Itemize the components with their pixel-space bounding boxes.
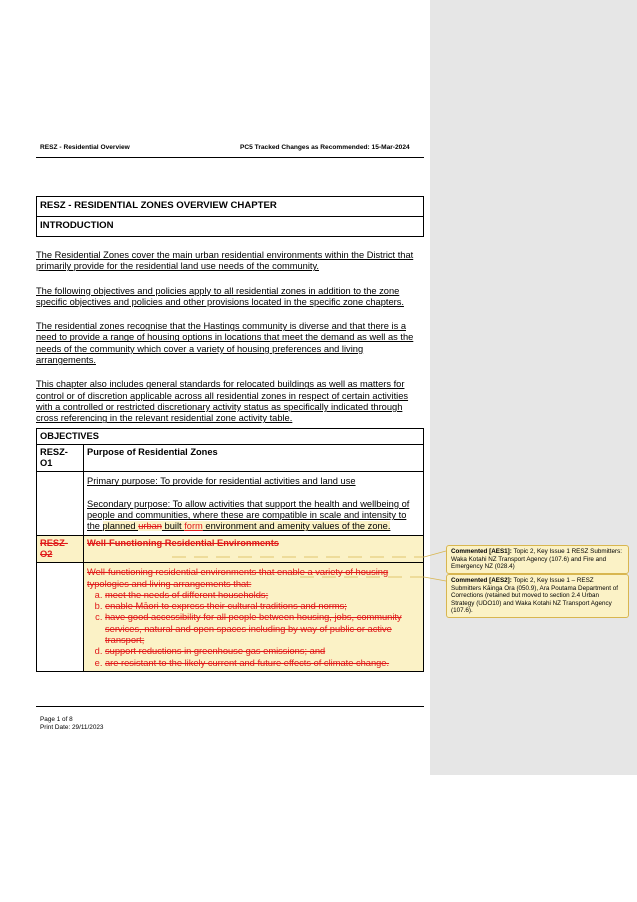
objective-code-o1: RESZ-O1 [37, 444, 84, 472]
header-right: PC5 Tracked Changes as Recommended: 15-Mar-2024 [240, 144, 410, 151]
secondary-text-a: Secondary purpose: To allow activities that support the health and wellbeing of people and communities, where these are compatible in scale and intensity to the [87, 498, 410, 532]
page-number: Page 1 of 8 [40, 716, 73, 723]
inserted-built: built [161, 521, 185, 532]
list-item: a. meet the needs of different households; [105, 590, 420, 601]
header-left: RESZ - Residential Overview [40, 144, 130, 151]
intro-paragraph: The following objectives and policies apply to all residential zones in addition to the zone specific objectives and policies and other provisions located in the specific zone chapters. [36, 285, 404, 307]
inserted-form: form [184, 521, 203, 532]
objective-title-o1: Purpose of Residential Zones [84, 444, 424, 472]
comment-box[interactable] [446, 545, 629, 574]
intro-paragraph: This chapter also includes general standards for relocated buildings as well as matters for control or of discretion applicable across all residential zones in respect of certain activities with a controlled or restricted discretionary activity status as specifically indicated through cross referencing in the relevant residential zone activity table. [36, 379, 409, 424]
objective-code-o2: RESZ-O2 [37, 535, 84, 563]
chapter-title: RESZ - RESIDENTIAL ZONES OVERVIEW CHAPTER [40, 200, 277, 211]
o2-lead: Well-functioning residential environments that enable a variety of housing typologies and living arrangements that: [87, 567, 389, 589]
comment-text: Topic 2, Key Issue 1 – RESZ Submitters Kāinga Ora (050.9), Ara Poutama Department of Corrections (retained but moved to section 2.4 Urban Strategy (UDO10) and Waka Kotahi NZ Transport Agency (107.6). [451, 577, 618, 615]
intro-paragraph: The Residential Zones cover the main urban residential environments within the District that primarily provide for the residential land use needs of the community. [36, 250, 414, 272]
secondary-text-b: environment and amenity values of the zone. [202, 521, 391, 532]
inserted-planned: planned [102, 521, 139, 532]
objectives-heading: OBJECTIVES [37, 428, 424, 444]
objective-title-o2: Well-Functioning Residential Environments [84, 535, 424, 563]
comment-tag: Commented [AES1]: [451, 548, 512, 555]
print-date: Print Date: 29/11/2023 [40, 724, 104, 731]
deleted-urban: urban [138, 521, 162, 532]
comment-tag: Commented [AES2]: [451, 577, 512, 584]
list-item: d. support reductions in greenhouse gas emissions; and [105, 646, 420, 657]
connector-line [424, 577, 446, 581]
connector-line [424, 551, 446, 557]
list-item: e. are resistant to the likely current and future effects of climate change. [105, 658, 420, 669]
primary-purpose: Primary purpose: To provide for residential activities and land use [87, 476, 356, 487]
intro-paragraph: The residential zones recognise that the Hastings community is diverse and that there is a need to provide a range of housing options in locations that meet the demand as well as the needs of the community which cover a variety of housing preferences and living arrangements. [36, 321, 414, 366]
comment-text: Topic 2, Key Issue 1 RESZ Submitters: Waka Kotahi NZ Transport Agency (107.6) and Fire and Emergency NZ (028.4) [451, 548, 622, 571]
list-item: c. have good accessibility for all people between housing, jobs, community services, natural and open spaces including by way of public or active transport; [105, 612, 420, 646]
section-title: INTRODUCTION [37, 216, 423, 236]
list-item: b. enable Māori to express their cultural traditions and norms; [105, 601, 420, 612]
comment-box[interactable] [446, 574, 629, 618]
